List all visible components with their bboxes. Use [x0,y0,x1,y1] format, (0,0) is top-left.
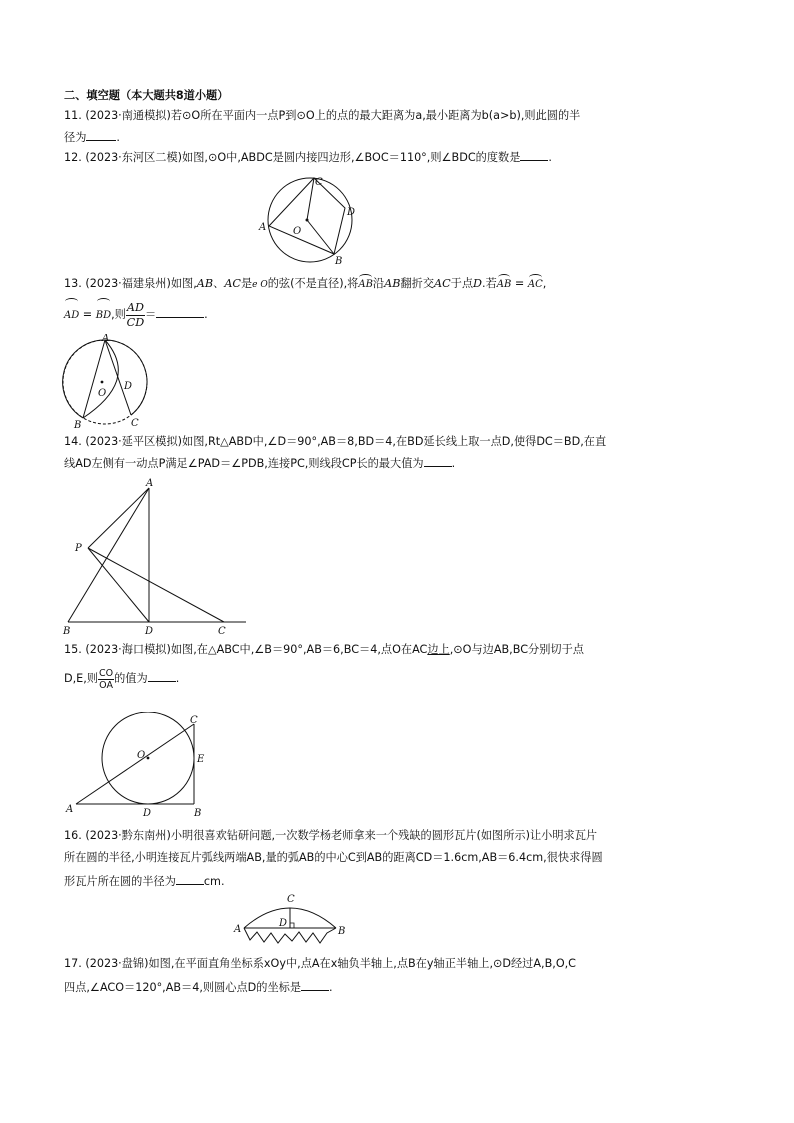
q13-figure [58,334,153,430]
q15-label-b: B [194,808,202,818]
q15-fraction [98,668,114,691]
q13-ab: AB [196,277,214,290]
q16-figure [230,886,350,946]
q16-answer-blank [176,872,204,885]
q14-label-d: D [145,626,154,636]
q11-line2: 径为 . [64,128,120,146]
q15-label-c: C [190,715,198,726]
q13-ac: AC [224,277,241,290]
q13-ab2: AB [384,277,401,290]
q12-answer-blank [520,148,548,161]
q14-tail: . [451,457,456,470]
q15-label-o: O [137,750,146,761]
q13-chord-ab [83,340,105,418]
q16-label-d: D [279,918,288,929]
q16-broken-edge [244,928,336,943]
q14-figure [62,476,250,636]
q16-line1: 16. (2023·黔东南州)小明很喜欢钻研问题,一次数学杨老师拿来一个残缺的圆形瓦片(如图所示)让小明求瓦片 [64,829,598,842]
q15-edge: 边上 [427,643,450,656]
q13-fold2: 翻折交 [400,277,435,290]
q15-figure [62,712,212,818]
q16-label-c: C [287,894,295,905]
q14-label-b: B [63,626,71,636]
q15-frac-den: OA [99,679,113,691]
q13-chord-ac [105,340,131,415]
q15-label-a: A [66,804,74,815]
q15-line2 [64,666,179,692]
q13-circle-o: e O [252,280,268,290]
q12-label-a: A [259,222,267,233]
q14-line1: 14. (2023·延平区模拟)如图,Rt△ABD中,∠D＝90°,AB＝8,BD＝4,在BD延长线上取一点D,使得DC＝BD,在直 [64,435,607,448]
q12-text: 12. (2023·东河区二模)如图,⊙O中,ABDC是圆内接四边形,∠BOC＝110°,则∠BDC的度数是 [64,151,521,164]
q13-line2 [64,300,208,330]
q14-segment-ab [68,488,149,622]
q12-label-o: O [293,226,302,237]
q11-line1: 11. (2023·南通模拟)若⊙O所在平面内一点P到⊙O上的点的最大距离为a,最小距离为b(a>b),则此圆的半 [64,109,581,122]
q15-line1 [64,642,584,658]
q13-ac2: AC [434,277,451,290]
q13-is: 是 [240,277,253,290]
q12-line1 [64,148,552,166]
q17-tail: . [329,981,333,994]
q12-label-d: D [347,207,356,218]
q13-label-o: O [98,388,107,399]
q15-answer-blank [148,669,176,682]
q17-answer-blank [301,978,329,991]
q13-answer-blank [156,305,204,318]
q13-comma: , [542,277,547,290]
q13-arc-ad: AD [64,301,79,331]
q16-unit: cm. [203,875,225,888]
q12-segment-ob [307,220,334,254]
q14-label-a: A [146,478,154,489]
q17-line1: 17. (2023·盘锦)如图,在平面直角坐标系xOy中,点A在x轴负半轴上,点B在y轴正半轴上,⊙D经过A,B,O,C [64,957,576,970]
q13-frac-den: CD [126,315,145,329]
q13-label-d: D [124,381,133,392]
q12-center-dot [306,219,309,222]
q13-eq2: = [79,308,96,321]
q17-line2-text: 四点,∠ACO＝120°,AB＝4,则圆心点D的坐标是 [64,981,302,994]
q16-right-angle-mark [290,923,294,928]
q15-segment-ac [76,724,194,804]
q13-arc-ab2: AB [497,277,512,293]
q13-prefix: 13. (2023·福建泉州)如图, [64,277,197,290]
q13-then: ,则 [111,308,126,321]
q16-line3-text: 形瓦片所在圆的半径为 [64,875,176,888]
q13-label-c: C [131,418,139,429]
q14-answer-blank [424,454,452,467]
q13-fold: 沿 [372,277,385,290]
q16-line2: 所在圆的半径,小明连接瓦片弧线两端AB,量的弧AB的中心C到AB的距离CD＝1.6cm,AB＝6.4cm,很快求得圆 [64,851,603,864]
q13-label-b: B [74,420,82,430]
q13-chord: 的弦(不是直径),将 [267,277,359,290]
q15-label-e: E [197,754,205,765]
q14-line2-text: 线AD左侧有一动点P满足∠PAD＝∠PDB,连接PC,则线段CP长的最大值为 [64,457,424,470]
q15-center-dot [147,757,150,760]
q13-if: .若 [482,277,497,290]
q14-segment-pc [88,548,224,622]
q13-d: D [473,277,483,290]
q13-sep: 、 [213,277,225,290]
q14-line2 [64,454,455,472]
q14-label-p: P [75,543,82,554]
q16-label-a: A [234,924,242,935]
q13-folded-arc [83,340,118,418]
q12-tail: . [548,151,552,164]
q15-frac-num: CO [98,667,114,679]
q14-label-c: C [218,626,226,636]
q12-circle [268,178,352,262]
q13-end: . [204,308,208,321]
q15-tail: . [175,672,180,685]
q17-line2 [64,978,333,996]
q13-equals: ＝ [144,308,157,321]
section-title: 二、填空题（本大题共8道小题） [64,89,229,102]
q15-line1-text: 15. (2023·海口模拟)如图,在△ABC中,∠B＝90°,AB＝6,BC＝4,点O在AC [64,643,428,656]
q13-label-a: A [102,334,110,344]
q12-quadrilateral [269,178,345,254]
q15-line2-post: 的值为 [114,672,148,685]
q13-point: 于点 [450,277,474,290]
q13-arc-ac-curve [105,340,147,415]
q13-arc-bd: BD [96,301,111,331]
q13-arc-ac: AC [528,277,543,293]
q16-label-b: B [338,926,346,937]
q15-line1-rest: ,⊙O与边AB,BC分别切于点 [449,643,584,656]
q12-label-b: B [335,256,343,265]
q12-label-c: C [315,177,323,188]
q13-center-dot [101,381,104,384]
q13-line1 [64,276,546,293]
q16-line3 [64,872,225,890]
q15-line2-pre: D,E,则 [64,672,98,685]
q11-answer-blank [86,128,116,141]
q14-segment-pd [88,548,149,622]
q11-line2-text: 径为 [64,131,87,144]
q12-figure [255,175,370,265]
q13-arc-ab: AB [358,277,373,293]
q15-label-d: D [143,808,152,818]
q13-frac-num: AD [126,300,144,314]
q13-eq1: = [511,277,528,290]
q13-fraction [126,301,145,330]
